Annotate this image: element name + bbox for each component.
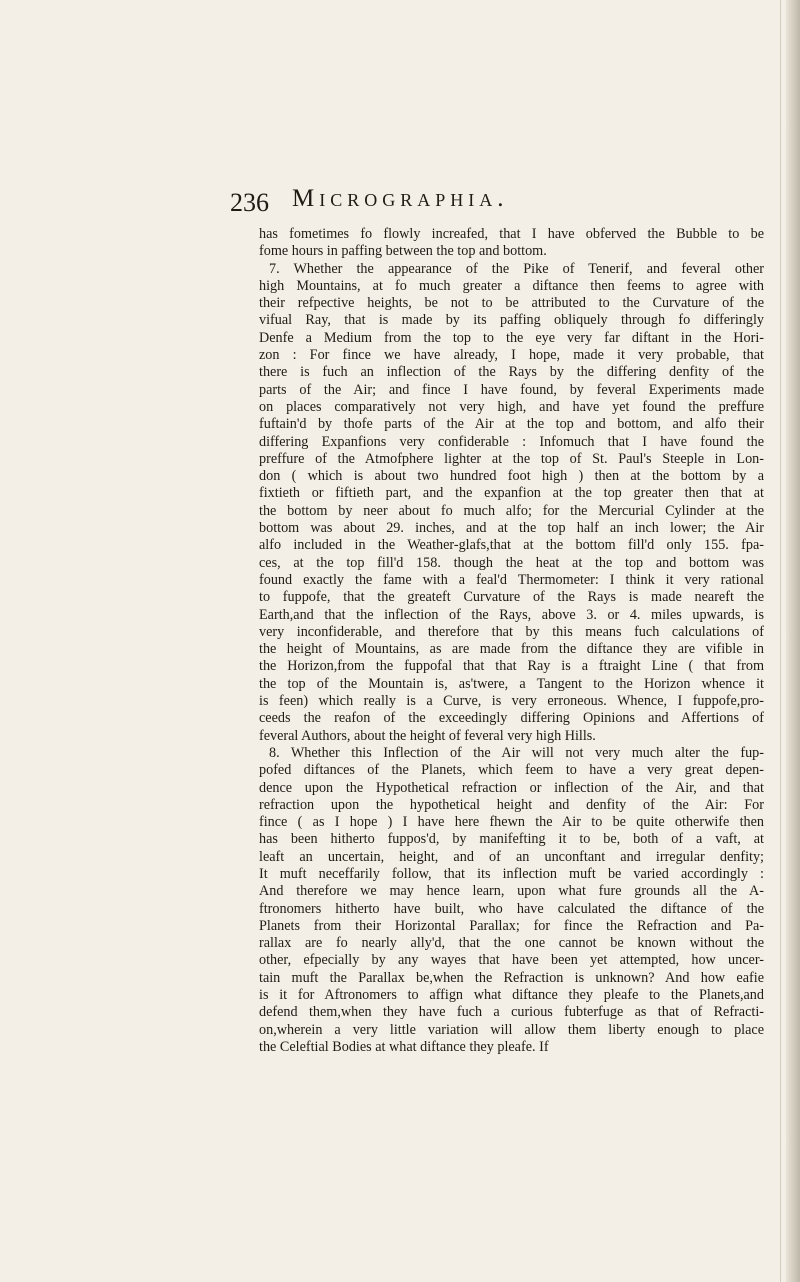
running-head: Micrographia. bbox=[292, 185, 509, 212]
text-line: ceeds the reafon of the exceedingly differing Opinions and Affertions of bbox=[259, 710, 764, 727]
text-line: ftronomers hitherto have built, who have calculated the diftance of the bbox=[259, 900, 764, 917]
text-line: feveral Authors, about the height of feveral very high Hills. bbox=[259, 727, 596, 744]
text-line: is it for Aftronomers to affign what diftance they pleafe to the Planets,and bbox=[259, 987, 764, 1004]
text-line: on,wherein a very little variation will allow them liberty enough to place bbox=[259, 1021, 764, 1038]
text-line: parts of the Air; and fince I have found, by feveral Experiments made bbox=[259, 381, 764, 398]
text-line: Denfe a Medium from the top to the eye very far diftant in the Hori- bbox=[259, 329, 764, 346]
text-line: vifual Ray, that is made by its paffing obliquely through fo differingly bbox=[259, 312, 764, 329]
page-gutter-line bbox=[780, 0, 781, 1282]
text-line: dence upon the Hypothetical refraction or inflection of the Air, and that bbox=[259, 779, 764, 796]
text-line: fixtieth or fiftieth part, and the expanfion at the top greater then that at bbox=[259, 485, 764, 502]
text-line: And therefore we may hence learn, upon what fure grounds all the A- bbox=[259, 883, 764, 900]
text-line: ces, at the top fill'd 158. though the heat at the top and bottom was bbox=[259, 554, 764, 571]
text-line: bottom was about 29. inches, and at the top half an inch lower; the Air bbox=[259, 520, 764, 537]
text-line: It muft neceffarily follow, that its inflection muft be varied accordingly : bbox=[259, 865, 764, 882]
text-line: the Celeftial Bodies at what diftance they pleafe. If bbox=[259, 1038, 549, 1055]
text-line: leaft an uncertain, height, and of an unconftant and irregular denfity; bbox=[259, 848, 764, 865]
text-line: tain muft the Parallax be,when the Refraction is unknown? And how eafie bbox=[259, 969, 764, 986]
text-line: the height of Mountains, as are made from the diftance they are vifible in bbox=[259, 641, 764, 658]
page-edge-shadow bbox=[786, 0, 800, 1282]
body-text bbox=[259, 226, 764, 1056]
text-line: the bottom by neer about fo much alfo; for the Mercurial Cylinder at the bbox=[259, 502, 764, 519]
text-line: is feen) which really is a Curve, is very erroneous. Whence, I fuppofe,pro- bbox=[259, 693, 764, 710]
text-line: Earth,and that the inflection of the Rays, above 3. or 4. miles upwards, is bbox=[259, 606, 764, 623]
text-line: their refpective heights, be not to be attributed to the Curvature of the bbox=[259, 295, 764, 312]
text-line: has fometimes fo flowly increafed, that I have obferved the Bubble to be bbox=[259, 226, 764, 242]
text-line: on places comparatively not very high, and have yet found the preffure bbox=[259, 398, 764, 415]
text-line: Planets from their Horizontal Parallax; for fince the Refraction and Pa- bbox=[259, 917, 764, 934]
text-line: alfo included in the Weather-glafs,that at the bottom fill'd only 155. fpa- bbox=[259, 537, 764, 554]
text-line: high Mountains, at fo much greater a diftance then feems to agree with bbox=[259, 277, 764, 294]
text-line: fuftain'd by thofe parts of the Air at the top and bottom, and alfo their bbox=[259, 416, 764, 433]
text-line: 8. Whether this Inflection of the Air will not very much alter the fup- bbox=[269, 744, 764, 761]
text-line: defend them,when they have fuch a curious fubterfuge as that of Refracti- bbox=[259, 1004, 764, 1021]
text-line: the top of the Mountain is, as'twere, a Tangent to the Horizon whence it bbox=[259, 675, 764, 692]
page-number: 236 bbox=[230, 188, 269, 217]
text-line: zon : For fince we have already, I hope, made it very probable, that bbox=[259, 347, 764, 364]
text-line: fome hours in paffing between the top and bottom. bbox=[259, 243, 547, 260]
text-line: other, efpecially by any wayes that have been yet attempted, how uncer- bbox=[259, 952, 764, 969]
text-line: the Horizon,from the fuppofal that that Ray is a ftraight Line ( that from bbox=[259, 658, 764, 675]
text-line: preffure of the Atmofphere lighter at the top of St. Paul's Steeple in Lon- bbox=[259, 450, 764, 467]
text-line: very inconfiderable, and therefore that by this means fuch calculations of bbox=[259, 623, 764, 640]
text-line: differing Expanfions very confiderable : Infomuch that I have found the bbox=[259, 433, 764, 450]
text-line: fince ( as I hope ) I have here fhewn the Air to be quite otherwife then bbox=[259, 814, 764, 831]
text-line: there is fuch an inflection of the Rays by the differing denfity of the bbox=[259, 364, 764, 381]
text-line: refraction upon the hypothetical height and denfity of the Air: For bbox=[259, 796, 764, 813]
text-line: pofed diftances of the Planets, which feem to have a very great depen- bbox=[259, 762, 764, 779]
text-line: found exactly the fame with a feal'd Thermometer: I think it very rational bbox=[259, 571, 764, 588]
text-line: 7. Whether the appearance of the Pike of Tenerif, and feveral other bbox=[269, 260, 764, 277]
text-line: to fuppofe, that the greateft Curvature of the Rays is made neareft the bbox=[259, 589, 764, 606]
text-line: has been hitherto fuppos'd, by manifefting it to be, both of a vaft, at bbox=[259, 831, 764, 848]
text-line: don ( which is about two hundred foot high ) then at the bottom by a bbox=[259, 468, 764, 485]
text-line: rallax are fo nearly ally'd, that the one cannot be known without the bbox=[259, 935, 764, 952]
